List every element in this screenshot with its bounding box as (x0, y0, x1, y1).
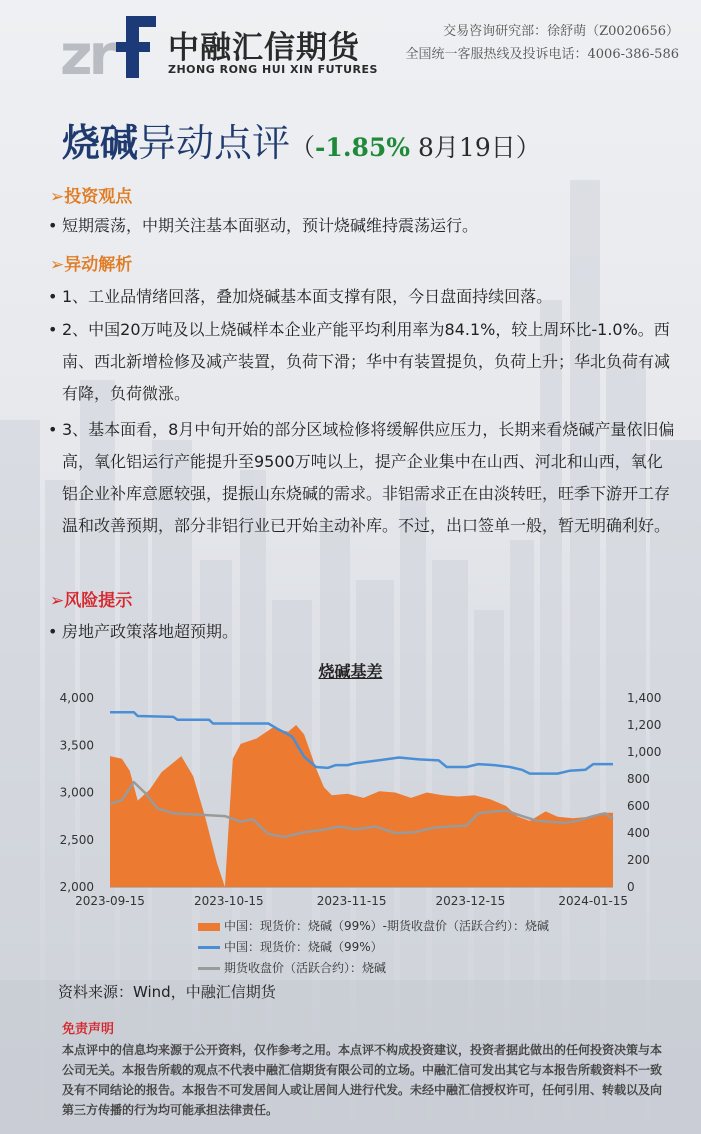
view-bullet (48, 210, 678, 242)
legend-item-futures (198, 958, 549, 979)
company-name-en: ZHONG RONG HUI XIN FUTURES (168, 63, 378, 76)
y-left-tick-label: 3,000 (59, 785, 94, 800)
x-tick-label: 2023-11-15 (316, 894, 387, 908)
legend-swatch-basis (198, 923, 220, 931)
contact-info (406, 20, 680, 66)
disclaimer-heading: 免责声明 (62, 1022, 115, 1037)
title-product: 烧碱 (62, 120, 139, 165)
chart-legend (198, 916, 549, 979)
y-left-tick-label: 4,000 (59, 691, 94, 705)
view-text: 短期震荡，中期关注基本面驱动，预计烧碱维持震荡运行。 (62, 216, 479, 235)
x-tick-label: 2024-01-15 (558, 894, 629, 908)
chart-title: 烧碱基差 (318, 662, 383, 681)
hotline-line: 全国统一客服热线及投诉电话：4006-386-586 (405, 47, 679, 62)
y-right-tick-label: 400 (627, 826, 650, 840)
bullet-dot: • (48, 287, 58, 306)
section-heading-view: ➢投资观点 (50, 187, 133, 207)
y-right-tick-label: 1,200 (627, 718, 662, 732)
legend-swatch-spot (198, 946, 220, 949)
bullet-dot: • (48, 622, 58, 641)
legend-swatch-futures (198, 967, 220, 970)
bullet-dot: • (48, 320, 58, 339)
data-source: 资料来源：Wind，中融汇信期货 (58, 983, 276, 1001)
y-left-tick-label: 3,500 (59, 738, 94, 753)
x-tick-label: 2023-10-15 (193, 894, 264, 908)
y-left-tick-label: 2,000 (59, 880, 94, 894)
bullet-dot: • (48, 420, 58, 439)
legend-label-basis: 中国：现货价：烧碱（99%）-期货收盘价（活跃合约）：烧碱 (224, 919, 550, 933)
y-right-tick-label: 800 (627, 772, 650, 786)
series-area-basis (110, 725, 613, 887)
y-right-tick-label: 0 (627, 880, 635, 894)
legend-item-spot (198, 937, 549, 958)
x-tick-label: 2023-12-15 (435, 894, 506, 908)
disclaimer-text: 本点评中的信息均来源于公开资料，仅作参考之用。本点评不构成投资建议，投资者据此做出的任何投资决策与本公司无关。本报告所载的观点不代表中融汇信期货有限公司的立场。中融汇信可发出其它与本报告所载资料不一致及有不同结论的报告。本报告不可发居间人或让居间人进行代发。未经中融汇信授权许可，任何引用、转载以及向第三方传播的行为均可能承担法律责任。 (62, 1043, 663, 1117)
title-open-paren: （ (290, 133, 316, 162)
analysis-bullet-1 (48, 281, 678, 313)
analysis-text-3: 3、基本面看，8月中旬开始的部分区域检修将缓解供应压力，长期来看烧碱产量依旧偏高，氧化铝运行产能提升至9500万吨以上，提产企业集中在山西、河北和山西，氧化铝企业补库意愿较强，提振山东烧碱的需求。非铝需求正在由淡转旺，旺季下游开工存温和改善预期，部分非铝行业已开始主动补库。不过，出口签单一般，暂无明确利好。 (62, 420, 675, 535)
svg-text:zr: zr (60, 23, 113, 82)
page-title (62, 112, 541, 167)
legend-label-futures: 期货收盘价（活跃合约）：烧碱 (224, 961, 387, 975)
title-subtitle: 异动点评 (138, 121, 291, 165)
title-change: -1.85% (315, 133, 411, 162)
company-name-cn: 中融汇信期货 (168, 30, 360, 66)
legend-item-basis (198, 916, 549, 937)
company-logo-icon (58, 12, 158, 82)
legend-label-spot: 中国：现货价：烧碱（99%） (224, 940, 383, 954)
analysis-bullet-3 (48, 414, 678, 542)
analysis-text-2: 2、中国20万吨及以上烧碱样本企业产能平均利用率为84.1%，较上周环比-1.0%。西南、西北新增检修及减产装置，负荷下滑；华中有装置提负，负荷上升；华北负荷有减有降，负荷微涨。 (62, 320, 671, 403)
analyst-line: 交易咨询研究部：徐舒萌（Z0020656） (443, 24, 679, 39)
bullet-dot: • (48, 216, 58, 235)
risk-text: 房地产政策落地超预期。 (62, 622, 239, 641)
analysis-text-1: 1、工业品情绪回落，叠加烧碱基本面支撑有限，今日盘面持续回落。 (62, 287, 553, 306)
analysis-bullet-2 (48, 314, 678, 410)
y-right-tick-label: 1,400 (627, 691, 662, 705)
x-tick-label: 2023-09-15 (75, 894, 145, 908)
y-right-tick-label: 600 (627, 799, 650, 813)
y-right-tick-label: 200 (627, 853, 650, 867)
section-heading-analysis: ➢异动解析 (50, 255, 133, 275)
risk-bullet (48, 616, 678, 648)
y-right-tick-label: 1,000 (627, 745, 662, 759)
title-date: 8月19日） (410, 133, 541, 162)
y-left-tick-label: 2,500 (59, 832, 94, 847)
section-heading-risk: ➢风险提示 (50, 591, 133, 611)
